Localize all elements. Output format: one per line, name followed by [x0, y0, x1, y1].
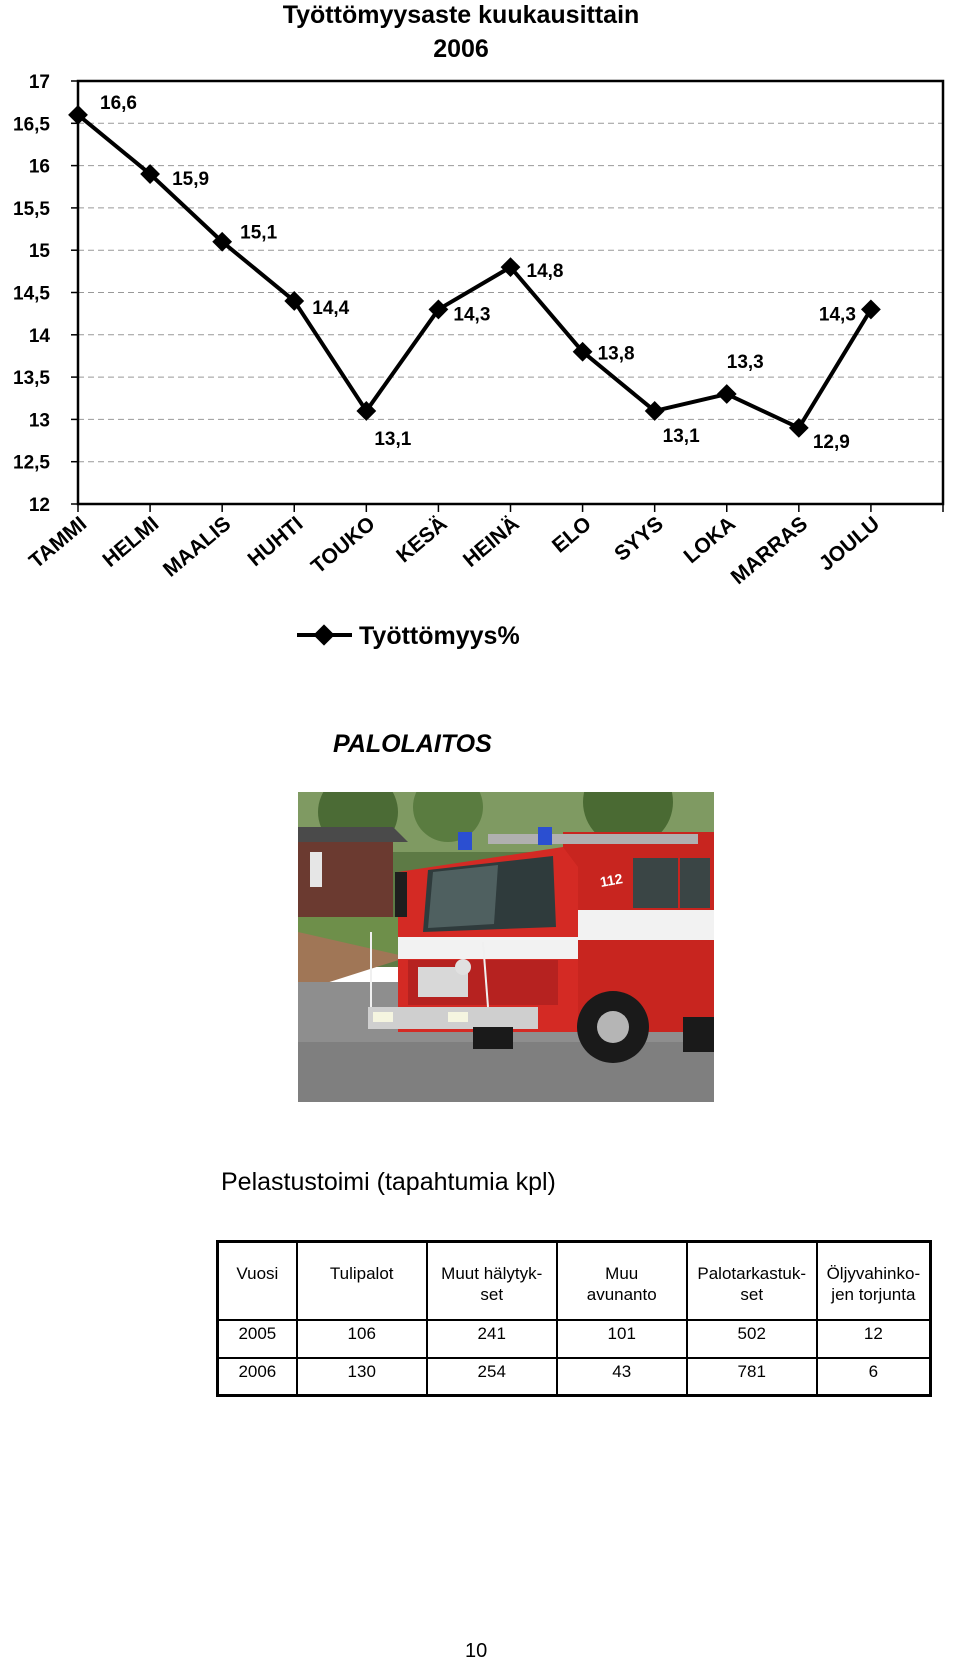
y-tick-label: 17 [28, 72, 50, 93]
data-label: 13,8 [597, 343, 635, 365]
cell-muut-halytykset: 241 [427, 1320, 557, 1358]
y-tick-label: 12,5 [13, 452, 50, 474]
data-point-marker [789, 418, 809, 438]
cell-oljyvahinkojen-torjunta: 12 [817, 1320, 931, 1358]
cell-year: 2005 [218, 1320, 297, 1358]
x-tick-label: MARRAS [726, 512, 813, 590]
x-tick-label: MAALIS [158, 512, 236, 582]
y-tick-label: 16 [28, 156, 50, 178]
y-tick-label: 13,5 [13, 368, 50, 390]
section-title: PALOLAITOS [333, 730, 492, 758]
x-tick-label: SYYS [610, 512, 668, 566]
x-tick-label: HELMI [98, 512, 164, 572]
cell-palotarkastukset: 781 [687, 1358, 817, 1396]
x-tick-label: TAMMI [24, 512, 92, 574]
cell-tulipalot: 106 [297, 1320, 427, 1358]
unemployment-line-chart [0, 0, 960, 660]
y-axis-ticks [13, 72, 78, 516]
y-tick-label: 16,5 [13, 114, 50, 136]
cell-muu-avunanto: 101 [557, 1320, 687, 1358]
series-markers [68, 105, 881, 438]
x-tick-label: JOULU [814, 512, 885, 576]
cell-muut-halytykset: 254 [427, 1358, 557, 1396]
rescue-statistics-table [216, 1240, 932, 1397]
svg-text:112: 112 [598, 870, 624, 890]
data-label: 14,3 [818, 304, 856, 326]
y-tick-label: 14 [28, 325, 50, 347]
series-line-tyottomyys [78, 115, 871, 428]
fire-truck-photo [298, 792, 714, 1102]
cell-palotarkastukset: 502 [687, 1320, 817, 1358]
data-labels [100, 93, 856, 453]
table-header-row [218, 1242, 931, 1320]
cell-muu-avunanto: 43 [557, 1358, 687, 1396]
data-label: 14,4 [312, 297, 350, 319]
header-muu-avunanto: Muu avunanto [557, 1242, 687, 1320]
data-label: 15,9 [172, 169, 210, 191]
x-tick-label: HEINÄ [458, 512, 524, 572]
x-axis-ticks [25, 504, 943, 589]
chart-title: Työttömyysaste kuukausittain [282, 1, 640, 29]
cell-tulipalot: 130 [297, 1358, 427, 1396]
data-point-marker [861, 300, 881, 320]
x-tick-label: TOUKO [306, 512, 380, 579]
data-label: 14,8 [526, 261, 564, 283]
x-tick-label: ELO [547, 512, 596, 558]
data-label: 13,1 [374, 428, 412, 450]
y-tick-label: 15 [28, 241, 50, 263]
cell-oljyvahinkojen-torjunta: 6 [817, 1358, 931, 1396]
data-label: 12,9 [812, 431, 850, 453]
table-row [218, 1320, 931, 1358]
legend-marker-swatch [313, 624, 334, 645]
header-muut-halytykset: Muut hälytyk- set [427, 1242, 557, 1320]
table-row [218, 1358, 931, 1396]
y-tick-label: 13 [28, 410, 50, 432]
data-label: 14,3 [453, 304, 491, 326]
x-tick-label: HUHTI [243, 512, 308, 572]
legend-label: Työttömyys% [359, 622, 520, 650]
chart-subtitle: 2006 [433, 35, 489, 63]
x-tick-label: KESÄ [392, 512, 452, 568]
cell-year: 2006 [218, 1358, 297, 1396]
header-palotarkastukset: Palotarkastuk- set [687, 1242, 817, 1320]
data-label: 15,1 [240, 222, 278, 244]
header-oljyvahinkojen-torjunta: Öljyvahinko- jen torjunta [817, 1242, 931, 1320]
y-tick-label: 15,5 [13, 198, 50, 220]
y-tick-label: 12 [28, 495, 50, 516]
data-label: 13,3 [726, 352, 764, 374]
page-number: 10 [465, 1640, 488, 1662]
header-vuosi: Vuosi [218, 1242, 297, 1320]
header-tulipalot: Tulipalot [297, 1242, 427, 1320]
data-point-marker [717, 384, 737, 404]
legend [297, 622, 520, 650]
table-caption: Pelastustoimi (tapahtumia kpl) [221, 1168, 556, 1196]
data-label: 16,6 [100, 92, 137, 114]
y-tick-label: 14,5 [13, 283, 50, 305]
x-tick-label: LOKA [679, 512, 740, 569]
data-label: 13,1 [662, 425, 700, 447]
